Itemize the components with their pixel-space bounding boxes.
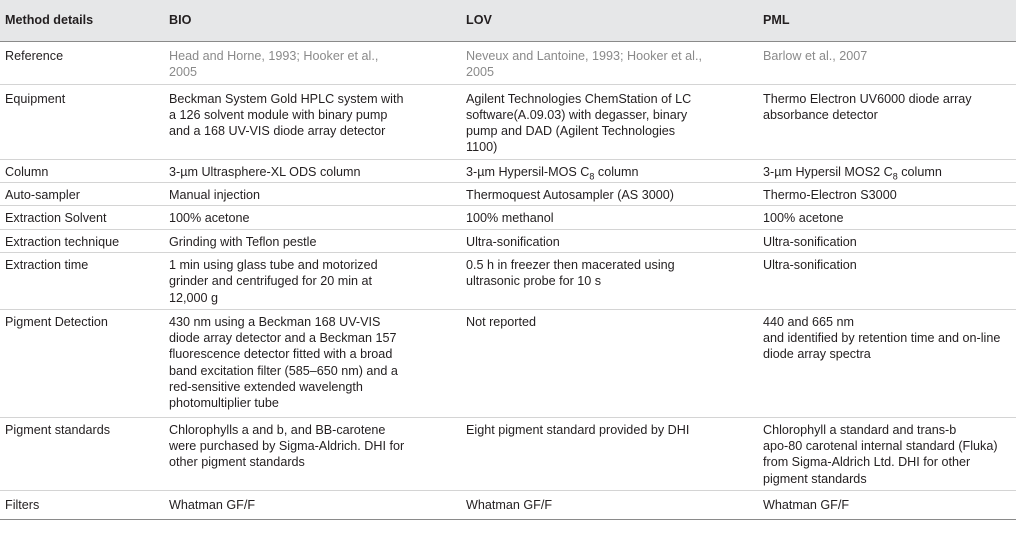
cell-line: 3-µm Hypersil-MOS $C_8$ column [466,164,639,182]
cell-line: Grinding with Teflon pestle [169,234,317,249]
table-cell [758,42,1016,85]
table-row [0,417,1016,490]
table-cell [461,309,758,417]
cell-line: Beckman System Gold HPLC system with [169,91,404,106]
table-cell [461,42,758,85]
header-lov: LOV [461,0,758,42]
table-row [0,206,1016,229]
table-cell [758,229,1016,252]
cell-line: photomultiplier tube [169,396,279,411]
cell-line: 0.5 h in freezer then macerated using [466,257,675,272]
cell-line: from Sigma-Aldrich Ltd. DHI for other [763,455,971,470]
table-cell [164,229,461,252]
row-label: Extraction technique [0,229,164,252]
cell-line: Ultra-sonification [763,257,857,272]
row-label: Auto-sampler [0,183,164,206]
cell-line: Chlorophylls a and b, and BB-carotene [169,422,386,437]
row-label: Pigment Detection [0,309,164,417]
cell-line: Whatman GF/F [466,497,553,512]
header-bio: BIO [164,0,461,42]
cell-line: 440 and 665 nm [763,314,855,329]
table-cell [164,159,461,182]
cell-line: absorbance detector [763,107,878,122]
cell-line: 430 nm using a Beckman 168 UV-VIS [169,314,381,329]
row-label: Pigment standards [0,417,164,490]
table-cell [164,206,461,229]
cell-line: diode array detector and a Beckman 157 [169,331,397,346]
row-label: Column [0,159,164,182]
cell-line: Barlow et al., 2007 [763,49,868,63]
row-label: Reference [5,49,64,63]
table-cell [164,309,461,417]
table-row [0,183,1016,206]
table-cell [758,159,1016,182]
table-row [0,229,1016,252]
cell-line: diode array spectra [763,347,871,362]
table-row [0,309,1016,417]
cell-line: Neveux and Lantoine, 1993; Hooker et al., [466,49,702,63]
table-cell [164,490,461,519]
cell-line: 1100) [466,140,498,155]
cell-line: red-sensitive extended wavelength [169,380,363,395]
table-cell [461,159,758,182]
table-cell [164,252,461,309]
cell-line: Head and Horne, 1993; Hooker et al., [169,49,379,63]
cell-line: a 126 solvent module with binary pump [169,107,388,122]
cell-line: other pigment standards [169,455,305,470]
cell-line: Not reported [466,314,537,329]
cell-line: band excitation filter (585–650 nm) and a [169,363,398,378]
cell-line: Agilent Technologies ChemStation of LC [466,91,692,106]
cell-line: pump and DAD (Agilent Technologies [466,124,676,139]
cell-line: 100% acetone [763,211,844,226]
cell-line: 100% acetone [169,211,250,226]
cell-line: Whatman GF/F [169,497,256,512]
table-cell [461,84,758,159]
cell-line: grinder and centrifuged for 20 min at [169,274,373,289]
header-row [0,0,1016,42]
table-cell [164,183,461,206]
table-cell [758,417,1016,490]
table-cell [758,206,1016,229]
cell-line: 2005 [169,65,198,80]
table-cell [461,206,758,229]
table-body [0,42,1016,520]
cell-line: and identified by retention time and on-line [763,331,1001,346]
cell-line: 3-µm Hypersil MOS2 $C_8$ column [763,164,942,182]
table-row [0,42,1016,85]
cell-line: 1 min using glass tube and motorized [169,257,378,272]
cell-line: Whatman GF/F [763,497,850,512]
header-method-details: Method details [0,0,164,42]
cell-line: fluorescence detector fitted with a broad [169,347,393,362]
table-cell [461,252,758,309]
table-cell [758,84,1016,159]
row-label: Filters [0,490,164,519]
cell-line: Thermo-Electron S3000 [763,188,897,203]
cell-line: Thermoquest Autosampler (AS 3000) [466,188,674,203]
cell-line: Eight pigment standard provided by DHI [466,422,690,437]
cell-line: ultrasonic probe for 10 s [466,274,602,289]
table-cell [461,229,758,252]
table-row [0,159,1016,182]
table-cell [164,42,461,85]
row-label: Extraction time [0,252,164,309]
cell-line: 12,000 g [169,290,219,305]
cell-line: Chlorophyll a standard and trans-b [763,422,957,437]
cell-line: Ultra-sonification [763,234,857,249]
cell-line: 100% methanol [466,211,554,226]
cell-line: Manual injection [169,188,261,203]
table-cell [758,252,1016,309]
table-cell [164,84,461,159]
cell-line: Ultra-sonification [466,234,560,249]
cell-line: Thermo Electron UV6000 diode array [763,91,972,106]
cell-line: pigment standards [763,471,867,486]
table-cell [461,183,758,206]
table-cell [758,183,1016,206]
cell-line: were purchased by Sigma-Aldrich. DHI for [169,438,405,453]
table-row [0,84,1016,159]
table-row [0,490,1016,519]
row-label: Extraction Solvent [0,206,164,229]
table-cell [758,490,1016,519]
cell-line: 2005 [466,65,495,80]
table-cell [164,417,461,490]
cell-line: software(A.09.03) with degasser, binary [466,107,688,122]
table-cell [461,417,758,490]
table-cell [758,309,1016,417]
table-cell [461,490,758,519]
table-row [0,252,1016,309]
cell-line: apo-80 carotenal internal standard (Fluka) [763,438,998,453]
cell-line: and a 168 UV-VIS diode array detector [169,124,386,139]
cell-line: 3-µm Ultrasphere-XL ODS column [169,164,361,179]
row-label: Equipment [0,84,164,159]
header-pml: PML [758,0,1016,42]
